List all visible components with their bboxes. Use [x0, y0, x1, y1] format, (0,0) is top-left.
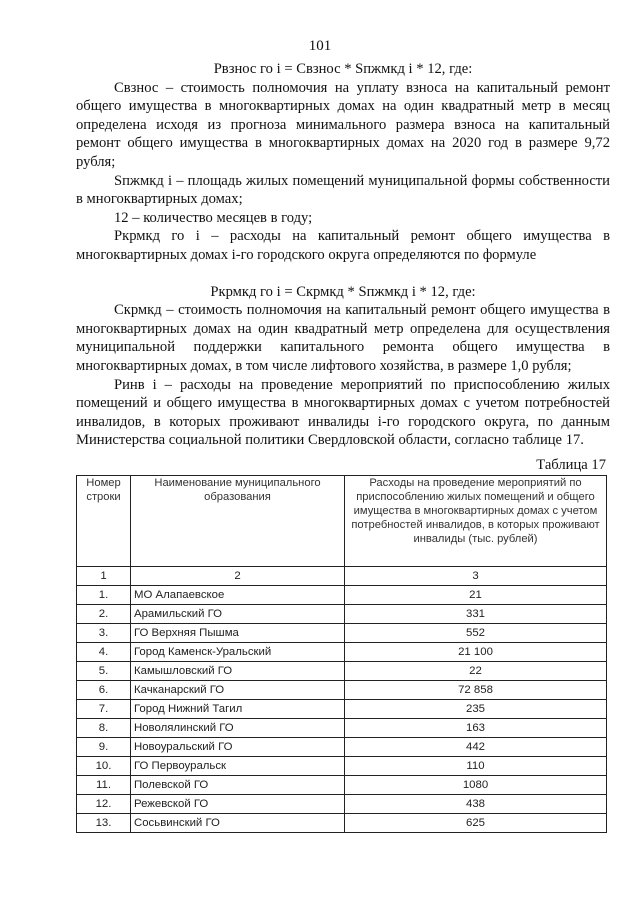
header-row-number: Номер строки [77, 476, 131, 567]
expense-value-cell: 331 [345, 605, 607, 624]
column-number: 2 [131, 567, 345, 586]
table-header-row [77, 476, 607, 567]
table-row [77, 795, 607, 814]
municipality-cell: Сосьвинский ГО [131, 814, 345, 833]
municipality-cell: ГО Первоуральск [131, 757, 345, 776]
table-row [77, 776, 607, 795]
paragraph-repair-cost: Скрмкд – стоимость полномочия на капитальный ремонт общего имущества в многоквартирных домах на один квадратный метр определена для осуществления муниципальной поддержки капитального ремонта общего имущества в многоквартирных домах, в том числе лифтового хозяйства, в размере 1,0 рубля; [76, 302, 610, 374]
expense-value-cell: 72 858 [345, 681, 607, 700]
municipality-cell: ГО Верхняя Пышма [131, 624, 345, 643]
row-number-cell: 10. [77, 757, 131, 776]
row-number-cell: 3. [77, 624, 131, 643]
paragraph-repair-expenses: Ркрмкд го i – расходы на капитальный ремонт общего имущества в многоквартирных домах i-го городского округа определяются по формуле [76, 228, 610, 263]
municipality-cell: Камышловский ГО [131, 662, 345, 681]
expense-value-cell: 21 [345, 586, 607, 605]
table-row [77, 738, 607, 757]
municipality-cell: Качканарский ГО [131, 681, 345, 700]
row-number-cell: 7. [77, 700, 131, 719]
table-row [77, 586, 607, 605]
table-row [77, 605, 607, 624]
municipality-cell: Арамильский ГО [131, 605, 345, 624]
paragraph-area: Sпжмкд i – площадь жилых помещений муниципальной формы собственности в многоквартирных домах; [76, 172, 610, 208]
row-number-cell: 9. [77, 738, 131, 757]
page-number: 101 [308, 38, 332, 54]
table-row [77, 681, 607, 700]
row-number-cell: 8. [77, 719, 131, 738]
municipality-cell: Полевской ГО [131, 776, 345, 795]
expense-value-cell: 235 [345, 700, 607, 719]
table-row [77, 662, 607, 681]
table-row [77, 624, 607, 643]
municipality-cell: Режевской ГО [131, 795, 345, 814]
table-row [77, 700, 607, 719]
expenses-table [76, 475, 607, 833]
expense-value-cell: 552 [345, 624, 607, 643]
table-row [77, 814, 607, 833]
expense-value-cell: 110 [345, 757, 607, 776]
formula-contribution: Рвзнос го i = Свзнос * Sпжмкд i * 12, где: [213, 61, 473, 77]
header-municipality: Наименование муниципального образования [131, 476, 345, 567]
expense-value-cell: 21 100 [345, 643, 607, 662]
expense-value-cell: 438 [345, 795, 607, 814]
row-number-cell: 4. [77, 643, 131, 662]
municipality-cell: Город Нижний Тагил [131, 700, 345, 719]
header-expenses: Расходы на проведение мероприятий по приспособлению жилых помещений и общего имущества в многоквартирных домах с учетом потребностей инвалидов, в которых проживают инвалиды (тыс. рублей) [345, 476, 607, 567]
municipality-cell: Город Каменск-Уральский [131, 643, 345, 662]
row-number-cell: 6. [77, 681, 131, 700]
expense-value-cell: 1080 [345, 776, 607, 795]
table-title: Таблица 17 [536, 457, 606, 473]
formula-repair: Ркрмкд го i = Скрмкд * Sпжмкд i * 12, где: [210, 283, 476, 300]
row-number-cell: 12. [77, 795, 131, 814]
expense-value-cell: 442 [345, 738, 607, 757]
row-number-cell: 5. [77, 662, 131, 681]
column-number-row [77, 567, 607, 586]
municipality-cell: Новолялинский ГО [131, 719, 345, 738]
municipality-cell: МО Алапаевское [131, 586, 345, 605]
paragraph-months: 12 – количество месяцев в году; [114, 209, 313, 226]
table-row [77, 719, 607, 738]
spacer [76, 265, 610, 283]
column-number: 1 [77, 567, 131, 586]
expense-value-cell: 625 [345, 814, 607, 833]
paragraph-contribution-cost: Свзнос – стоимость полномочия на уплату взноса на капитальный ремонт общего имущества в многоквартирных домах на один квадратный метр в месяц определена исходя из прогноза минимального размера взноса на капитальный ремонт общего имущества в многоквартирных домах на 2020 год в размере 9,72 рубля; [76, 79, 610, 170]
table-row [77, 757, 607, 776]
row-number-cell: 11. [77, 776, 131, 795]
body-text [76, 60, 610, 450]
row-number-cell: 1. [77, 586, 131, 605]
expense-value-cell: 163 [345, 719, 607, 738]
paragraph-disabled-expenses: Ринв i – расходы на проведение мероприятий по приспособлению жилых помещений и общего имущества в многоквартирных домах с учетом потребностей инвалидов, в которых проживают инвалиды i-го городского округа, по данным Министерства социальной политики Свердловской области, согласно таблице 17. [76, 376, 610, 449]
column-number: 3 [345, 567, 607, 586]
row-number-cell: 2. [77, 605, 131, 624]
table-row [77, 643, 607, 662]
expense-value-cell: 22 [345, 662, 607, 681]
row-number-cell: 13. [77, 814, 131, 833]
municipality-cell: Новоуральский ГО [131, 738, 345, 757]
